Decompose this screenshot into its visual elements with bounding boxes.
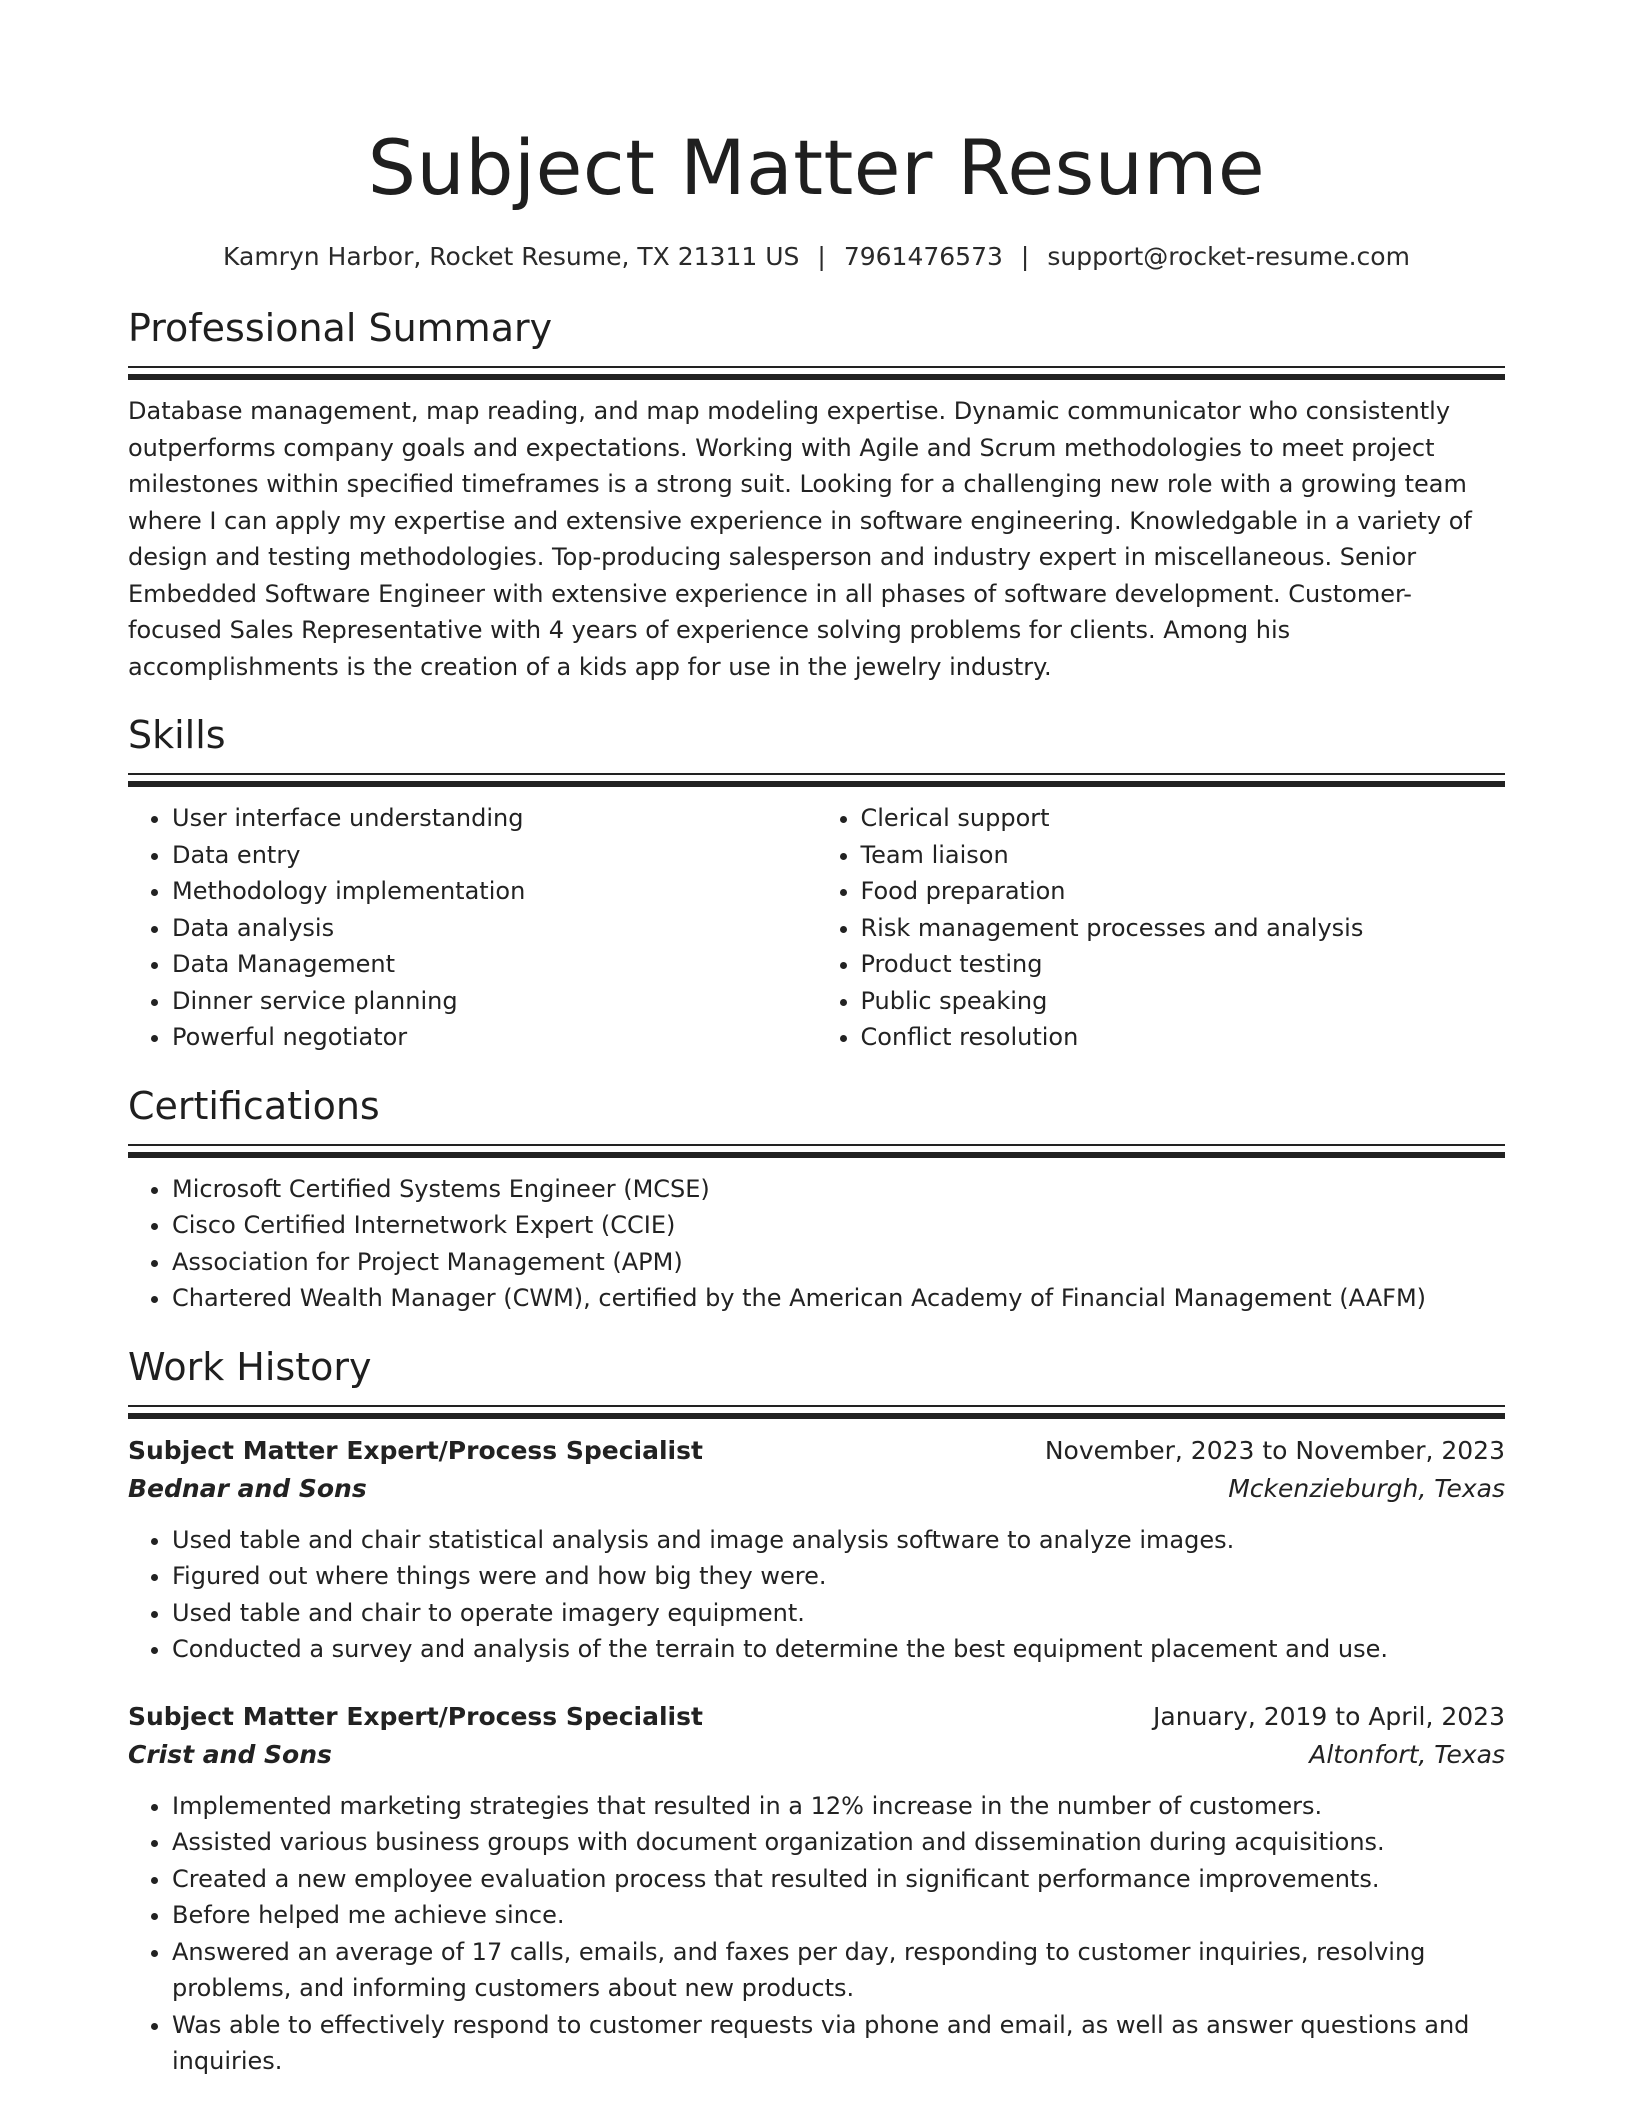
job-bullet: • Created a new employee evaluation process that resulted in significant performance improvements. xyxy=(172,1861,1505,1898)
skills-list-left xyxy=(128,800,817,1056)
skill-item: • Food preparation xyxy=(861,873,1506,910)
section-divider xyxy=(128,773,1505,778)
job-entry xyxy=(128,1698,1505,2080)
contact-phone: 7961476573 xyxy=(843,242,1003,271)
job-bullet: • Was able to effectively respond to customer requests via phone and email, as well as answer questions and inquiries. xyxy=(172,2007,1505,2080)
section-divider xyxy=(128,1405,1505,1410)
skill-item: • User interface understanding xyxy=(172,800,817,837)
job-company: Bednar and Sons xyxy=(128,1473,367,1503)
skill-item: • Powerful negotiator xyxy=(172,1019,817,1056)
job-title: Subject Matter Expert/Process Specialist xyxy=(128,1435,703,1465)
job-bullets xyxy=(128,1788,1505,2080)
section-summary xyxy=(128,304,1505,685)
section-heading: Certifications xyxy=(128,1083,380,1128)
skills-columns xyxy=(128,800,1505,1056)
certification-item: • Microsoft Certified Systems Engineer (MCSE) xyxy=(172,1171,1505,1208)
skill-item: • Public speaking xyxy=(861,983,1506,1020)
job-subheader xyxy=(128,1470,1505,1508)
contact-separator: | xyxy=(1020,242,1030,271)
job-bullet: • Assisted various business groups with document organization and dissemination during acquisitions. xyxy=(172,1824,1505,1861)
skill-item: • Product testing xyxy=(861,946,1506,983)
skill-item: • Team liaison xyxy=(861,837,1506,874)
skill-item: • Dinner service planning xyxy=(172,983,817,1020)
skill-item: • Data entry xyxy=(172,837,817,874)
resume-page xyxy=(128,0,1505,2080)
contact-address: Kamryn Harbor, Rocket Resume, TX 21311 US xyxy=(223,242,800,271)
job-bullet: • Used table and chair statistical analysis and image analysis software to analyze images. xyxy=(172,1522,1505,1559)
skills-list-right xyxy=(817,800,1506,1056)
skill-item: • Clerical support xyxy=(861,800,1506,837)
job-bullet: • Conducted a survey and analysis of the terrain to determine the best equipment placement and use. xyxy=(172,1631,1505,1668)
section-divider xyxy=(128,1144,1505,1149)
contact-separator: | xyxy=(817,242,826,271)
contact-line xyxy=(128,240,1505,274)
section-heading: Work History xyxy=(128,1344,372,1389)
job-bullet: • Implemented marketing strategies that resulted in a 12% increase in the number of customers. xyxy=(172,1788,1505,1825)
job-header xyxy=(128,1698,1505,1736)
skill-item: • Conflict resolution xyxy=(861,1019,1506,1056)
job-company: Crist and Sons xyxy=(128,1739,332,1769)
certifications-list xyxy=(128,1171,1505,1317)
section-work-history xyxy=(128,1343,1505,2080)
job-bullet: • Before helped me achieve since. xyxy=(172,1897,1505,1934)
certification-item: • Association for Project Management (APM) xyxy=(172,1244,1505,1281)
job-entry xyxy=(128,1432,1505,1668)
section-heading: Professional Summary xyxy=(128,306,553,350)
contact-email[interactable]: support@rocket-resume.com xyxy=(1047,242,1410,271)
section-heading: Skills xyxy=(128,713,226,757)
job-title: Subject Matter Expert/Process Specialist xyxy=(128,1701,703,1731)
skill-item: • Methodology implementation xyxy=(172,873,817,910)
certification-item: • Chartered Wealth Manager (CWM), certified by the American Academy of Financial Management (AAFM) xyxy=(172,1280,1505,1317)
job-bullet: • Used table and chair to operate imagery equipment. xyxy=(172,1595,1505,1632)
skill-item: • Data analysis xyxy=(172,910,817,947)
section-divider xyxy=(128,366,1505,371)
summary-text: Database management, map reading, and map modeling expertise. Dynamic communicator who consistently outperforms company goals and expectations. Working with Agile and Scrum methodologies to meet project milestones within specified timeframes is a strong suit. Looking for a challenging new role with a growing team where I can apply my expertise and extensive experience in software engineering. Knowledgable in a variety of design and testing methodologies. Top-producing salesperson and industry expert in miscellaneous. Senior Embedded Software Engineer with extensive experience in all phases of software development. Customer-focused Sales Representative with 4 years of experience solving problems for clients. Among his accomplishments is the creation of a kids app for use in the jewelry industry. xyxy=(128,397,1472,681)
job-dates: November, 2023 to November, 2023 xyxy=(1044,1435,1505,1465)
job-bullet: • Figured out where things were and how big they were. xyxy=(172,1558,1505,1595)
section-certifications xyxy=(128,1082,1505,1317)
job-dates: January, 2019 to April, 2023 xyxy=(1153,1701,1505,1731)
job-subheader xyxy=(128,1736,1505,1774)
job-header xyxy=(128,1432,1505,1470)
job-bullet: • Answered an average of 17 calls, emails, and faxes per day, responding to customer inquiries, resolving problems, and informing customers about new products. xyxy=(172,1934,1505,2007)
job-location: Mckenzieburgh, Texas xyxy=(1228,1473,1505,1503)
resume-title: Subject Matter Resume xyxy=(367,123,1266,212)
job-bullets xyxy=(128,1522,1505,1668)
certification-item: • Cisco Certified Internetwork Expert (CCIE) xyxy=(172,1207,1505,1244)
skill-item: • Risk management processes and analysis xyxy=(861,910,1506,947)
section-skills xyxy=(128,711,1505,1056)
skill-item: • Data Management xyxy=(172,946,817,983)
job-location: Altonfort, Texas xyxy=(1309,1739,1505,1769)
